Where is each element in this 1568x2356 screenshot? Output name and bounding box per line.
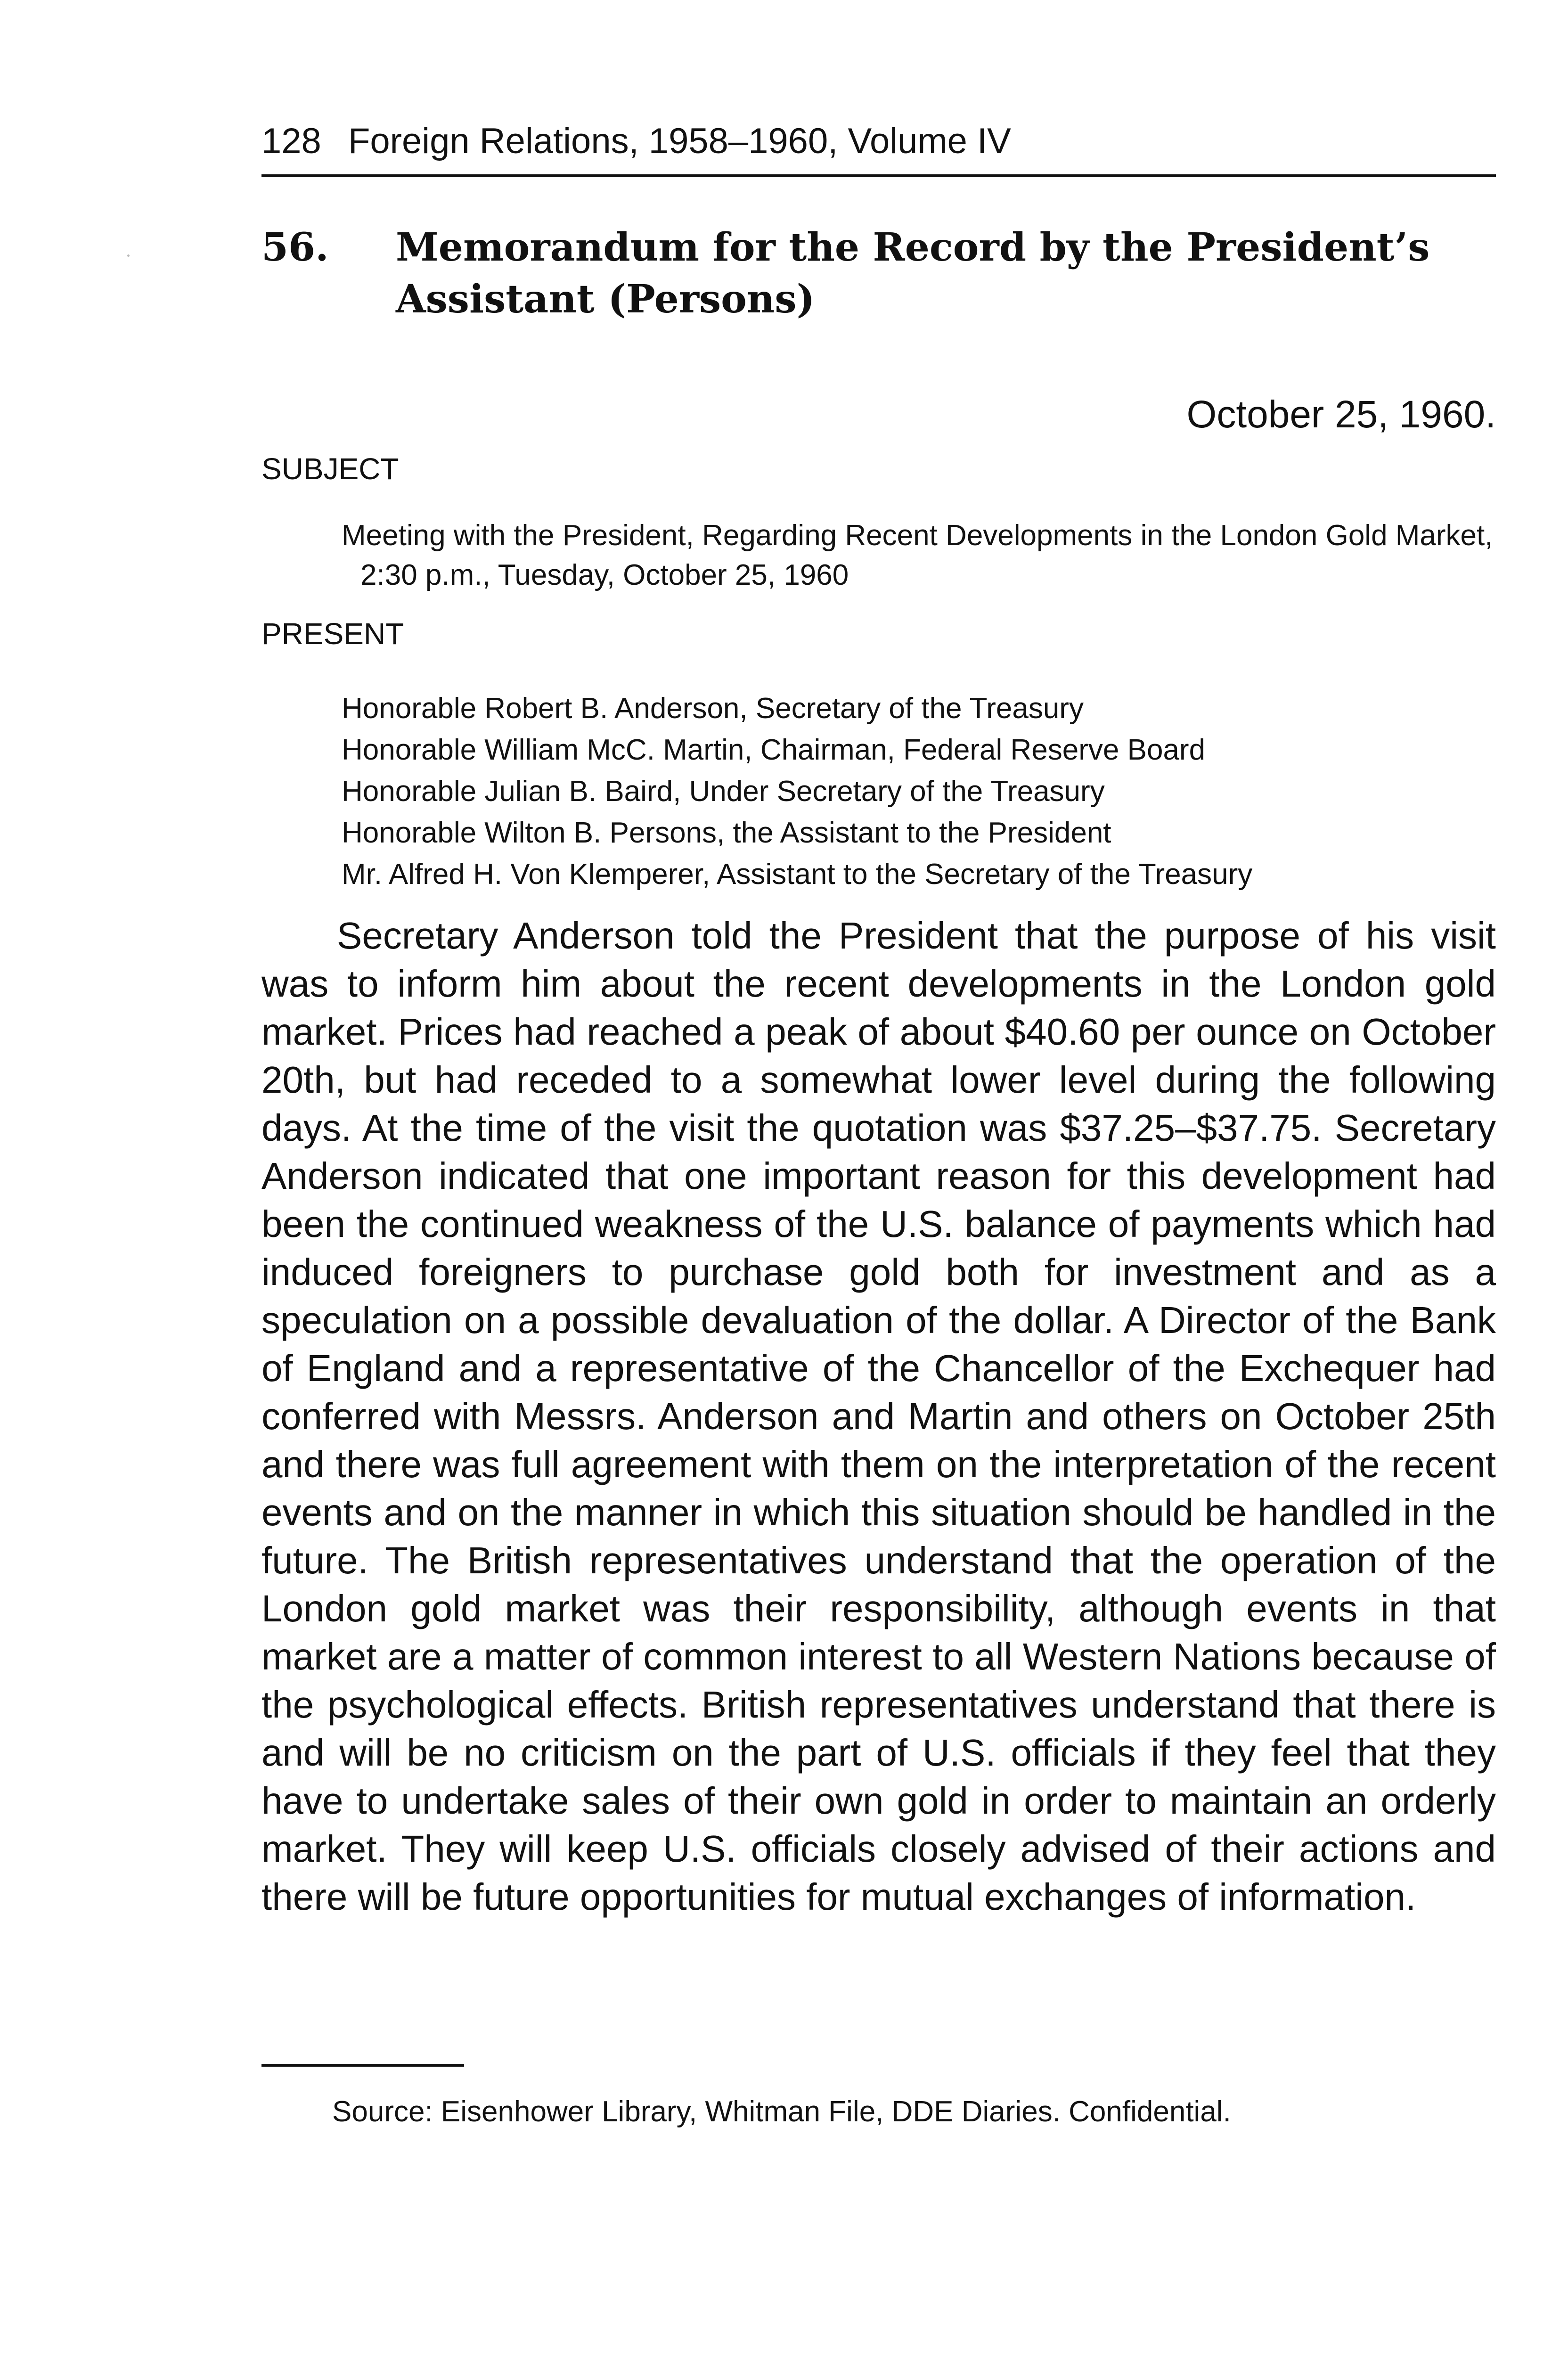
page-number: 128 bbox=[261, 121, 321, 161]
attendee-item: Honorable Julian B. Baird, Under Secretary of the Treasury bbox=[342, 775, 1105, 808]
attendee-item: Honorable William McC. Martin, Chairman, Federal Reserve Board bbox=[342, 734, 1206, 766]
running-head bbox=[261, 118, 1496, 177]
document-heading bbox=[261, 221, 1496, 325]
present-label: PRESENT bbox=[261, 617, 404, 651]
subject-text: Meeting with the President, Regarding Recent Developments in the London Gold Market, 2:30 p.m., Tuesday, October 25, 1960 bbox=[342, 519, 1493, 591]
attendee-item: Honorable Robert B. Anderson, Secretary of the Treasury bbox=[342, 692, 1084, 725]
attendee-item: Mr. Alfred H. Von Klemperer, Assistant to the Secretary of the Treasury bbox=[342, 858, 1253, 891]
attendee-item: Honorable Wilton B. Persons, the Assistant to the President bbox=[342, 817, 1111, 849]
scan-speck bbox=[127, 254, 130, 257]
footnote bbox=[332, 2092, 1496, 2132]
attendee-list bbox=[342, 688, 1252, 895]
subject-label: SUBJECT bbox=[261, 452, 399, 486]
footnote-text: Source: Eisenhower Library, Whitman File, DDE Diaries. Confidential. bbox=[332, 2095, 1231, 2128]
document-title bbox=[396, 221, 1479, 325]
volume-title: Foreign Relations, 1958–1960, Volume IV bbox=[348, 121, 1011, 161]
document-title-text: Memorandum for the Record by the President’s Assistant (Persons) bbox=[396, 225, 1430, 322]
document-number: 56. bbox=[261, 225, 329, 270]
footnote-divider bbox=[261, 2064, 464, 2067]
body-paragraph: Secretary Anderson told the President that the purpose of his visit was to inform him about the recent developments in the London gold market. Prices had reached a peak of about $40.60 per ounce on October 20th, but had receded to a somewhat lower level during the following days. At the time of the visit the quotation was $37.25–$37.75. Secretary Anderson indicated that one important reason for this development had been the continued weakness of the U.S. balance of payments which had induced foreigners to purchase gold both for investment and as a speculation on a possible devaluation of the dollar. A Director of the Bank of England and a representative of the Chancellor of the Exchequer had conferred with Messrs. Anderson and Martin and others on October 25th and there was full agreement with them on the interpretation of the recent events and on the manner in which this situation should be handled in the future. The British representatives understand that the operation of the London gold market was their responsibility, although events in that market are a matter of common interest to all Western Nations because of the psychological effects. British representatives understand that there is and will be no criticism on the part of U.S. officials if they feel that they have to undertake sales of their own gold in order to maintain an orderly market. They will keep U.S. officials closely advised of their actions and there will be future opportunities for mutual exchanges of information. bbox=[261, 915, 1496, 1918]
document-date: October 25, 1960. bbox=[1186, 393, 1496, 436]
